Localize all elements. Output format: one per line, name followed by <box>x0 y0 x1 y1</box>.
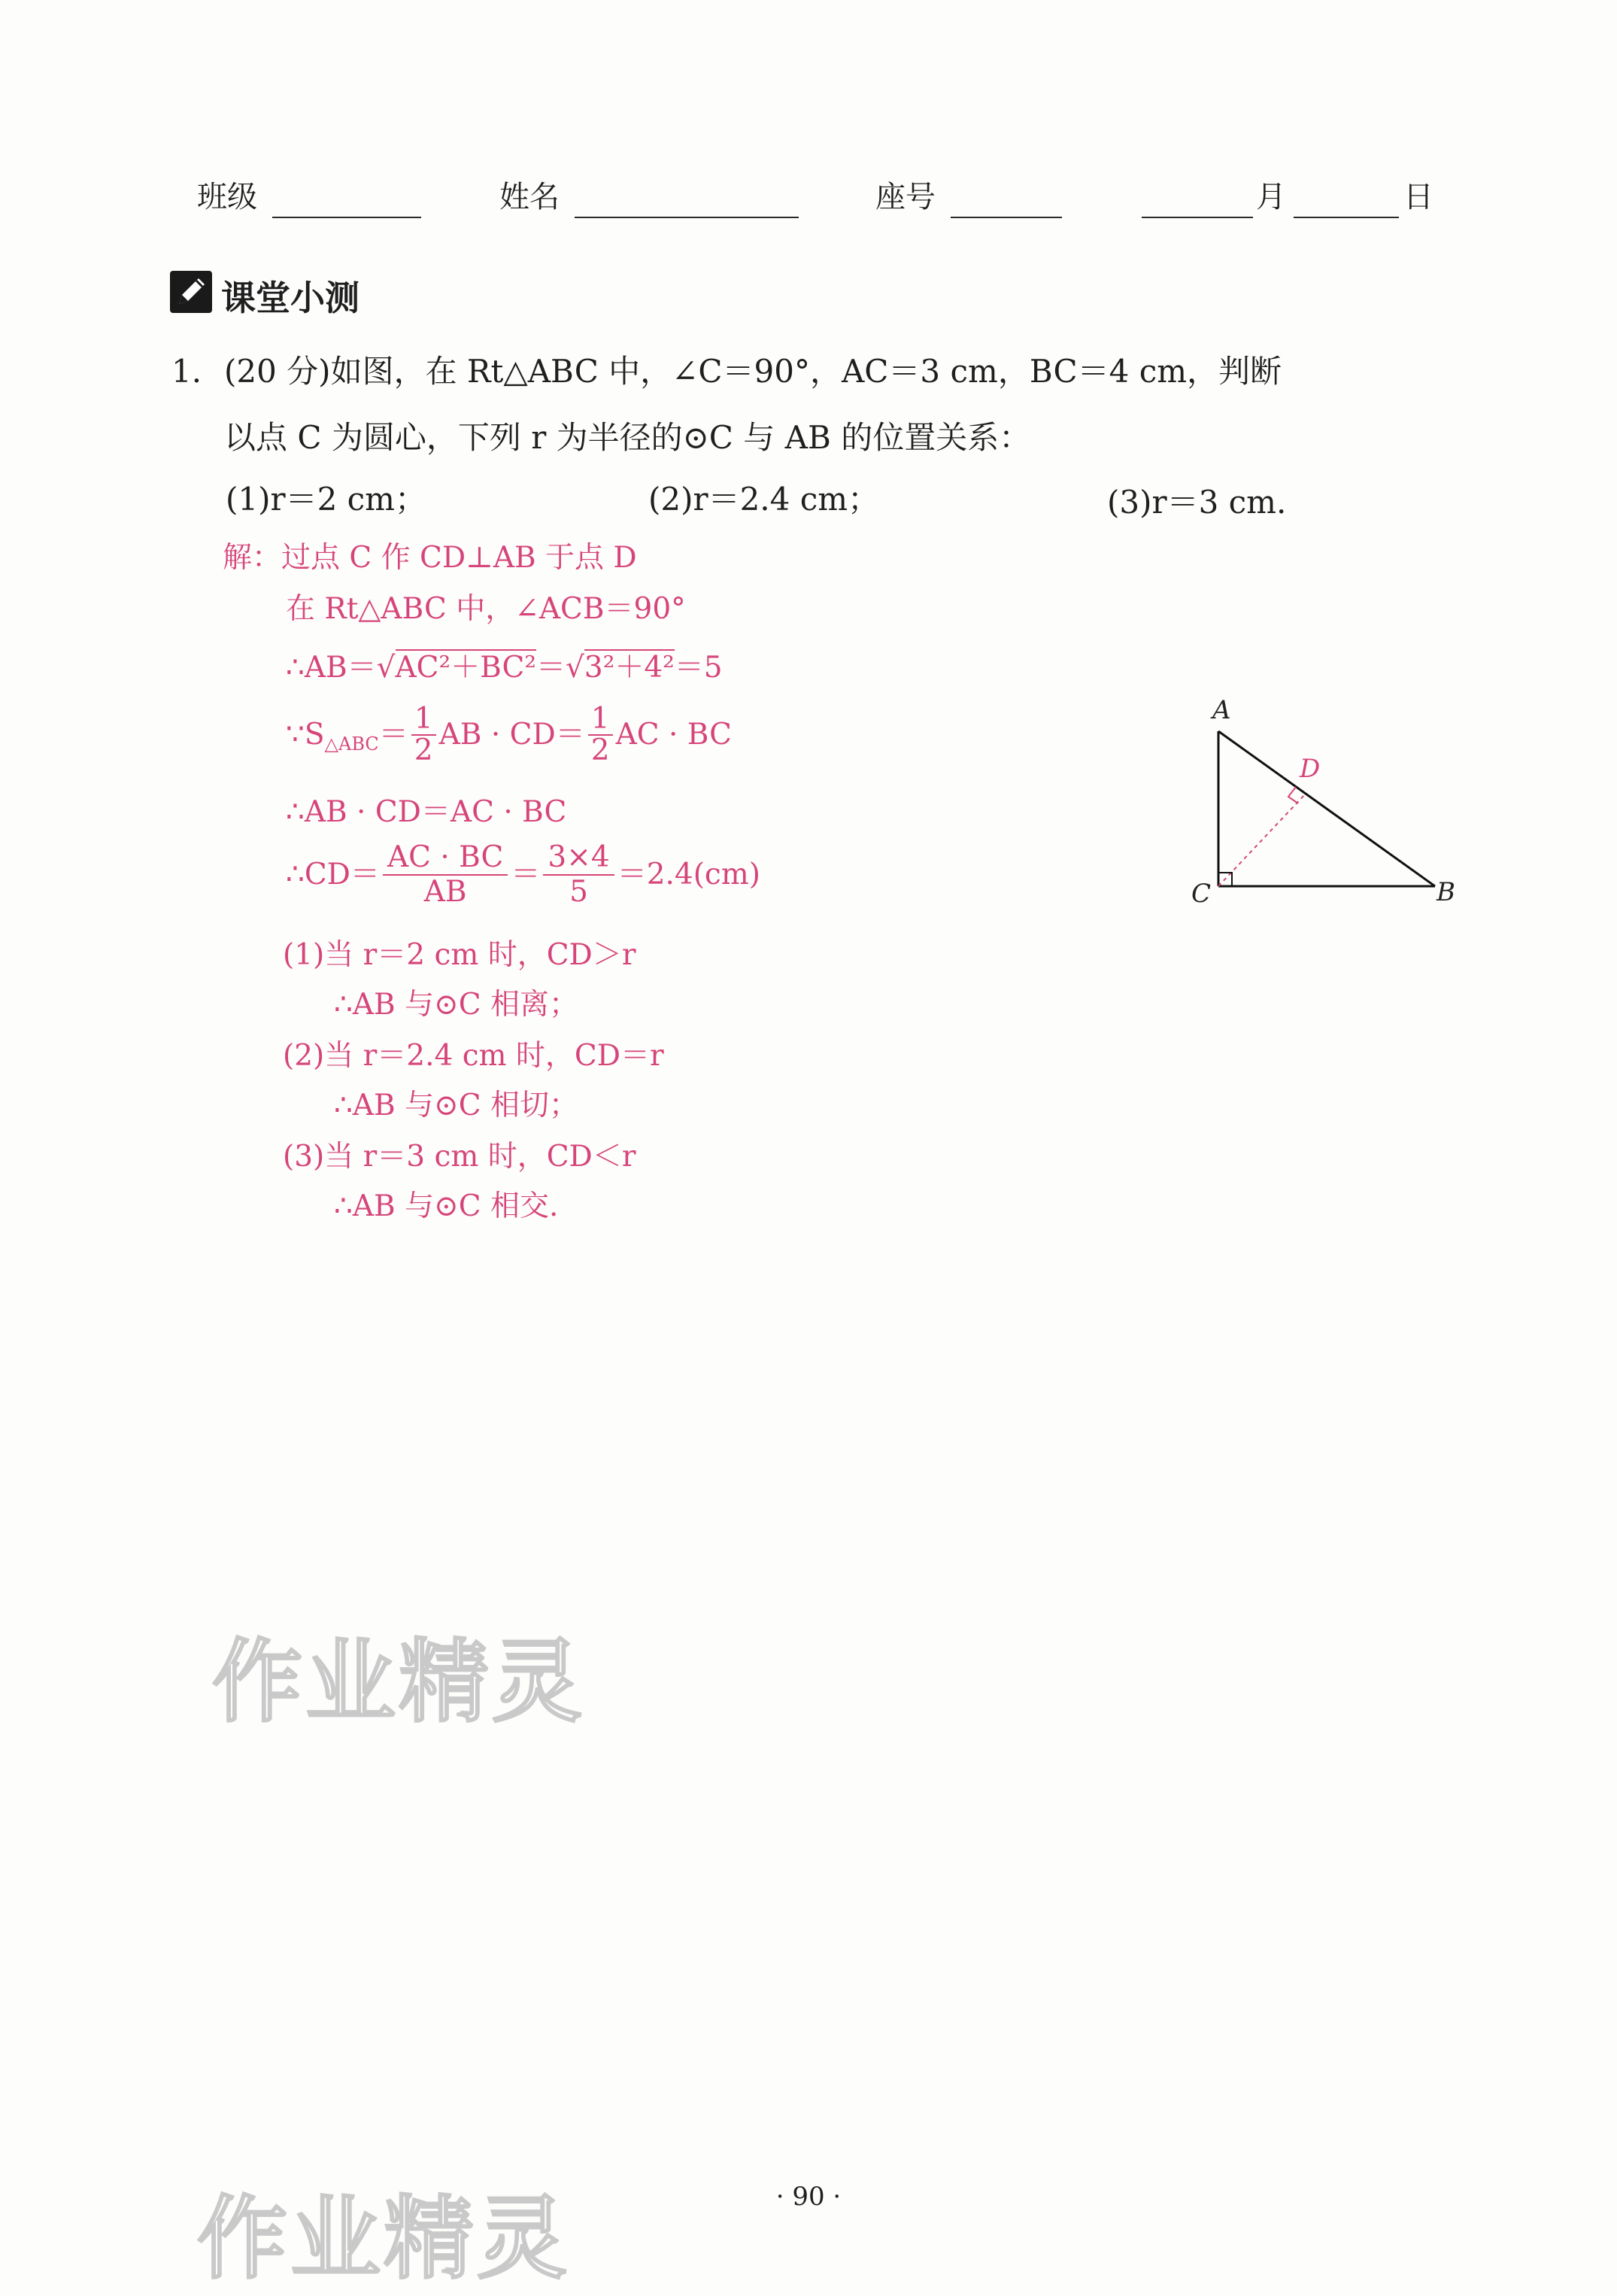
frac-cd-den: AB <box>423 875 467 909</box>
class-blank[interactable] <box>272 217 421 218</box>
option-2: (2)r＝2.4 cm； <box>648 481 880 518</box>
equals-1: ＝ <box>536 651 566 685</box>
seat-blank[interactable] <box>951 217 1062 218</box>
month-blank[interactable] <box>1142 217 1253 218</box>
right-angle-d <box>1288 787 1298 803</box>
cd-eq: ∴CD＝ <box>286 858 380 891</box>
watermark-logo-1: 作业精灵 <box>212 1630 585 1735</box>
frac-cd-num: AC · BC <box>383 841 508 876</box>
because-s: ∵S <box>286 718 325 752</box>
fraction-half-2 <box>588 704 613 766</box>
sqrt-sign-2: √ <box>566 651 584 685</box>
half-num-2: 1 <box>588 704 613 736</box>
half-num-1: 1 <box>411 704 436 736</box>
case-2-conclusion: ∴AB 与⊙C 相切； <box>334 1089 578 1122</box>
radicand-2: 3²＋4² <box>584 651 675 685</box>
solution-line-3 <box>286 648 723 688</box>
solution-line-6 <box>286 841 760 909</box>
ab-eq: ∴AB＝ <box>286 651 377 685</box>
case-1-condition: (1)当 r＝2 cm 时，CD＞r <box>283 938 636 972</box>
ac-bc: AC · BC <box>615 718 732 752</box>
solution-line-5: ∴AB · CD＝AC · BC <box>286 795 567 829</box>
frac-34-den: 5 <box>569 875 588 909</box>
vertex-c-label: C <box>1191 879 1212 909</box>
equals-2: ＝ <box>378 718 408 752</box>
sqrt-sign-1: √ <box>376 651 396 685</box>
equals-3: ＝ <box>511 858 541 891</box>
fraction-34 <box>543 841 614 909</box>
side-ab <box>1218 731 1435 886</box>
fraction-cd <box>383 841 508 909</box>
seat-label: 座号 <box>875 180 936 214</box>
day-blank[interactable] <box>1294 217 1399 218</box>
result-24: ＝2.4(cm) <box>617 858 760 891</box>
solution-line-1: 解：过点 C 作 CD⊥AB 于点 D <box>223 541 637 575</box>
name-blank[interactable] <box>575 217 799 218</box>
case-3-conclusion: ∴AB 与⊙C 相交. <box>334 1189 559 1223</box>
day-label: 日 <box>1403 180 1433 214</box>
ab-cd: AB · CD＝ <box>438 718 585 752</box>
radicand-1: AC²＋BC² <box>395 651 536 685</box>
name-label: 姓名 <box>499 180 560 214</box>
case-2-condition: (2)当 r＝2.4 cm 时，CD＝r <box>283 1039 664 1073</box>
watermark-logo-2: 作业精灵 <box>197 2187 570 2291</box>
result-5: ＝5 <box>674 651 723 685</box>
case-1-conclusion: ∴AB 与⊙C 相离； <box>334 988 578 1022</box>
month-label: 月 <box>1256 180 1286 214</box>
pencil-icon <box>170 271 212 313</box>
option-1: (1)r＝2 cm； <box>226 481 426 518</box>
vertex-b-label: B <box>1436 877 1455 907</box>
frac-34-num: 3×4 <box>543 841 614 876</box>
point-d-label: D <box>1300 754 1321 784</box>
section-title: 课堂小测 <box>221 278 360 318</box>
half-den-1: 2 <box>414 733 433 767</box>
solution-line-2: 在 Rt△ABC 中，∠ACB＝90° <box>286 592 686 626</box>
half-den-2: 2 <box>590 733 610 767</box>
fraction-half-1 <box>411 704 436 766</box>
vertex-a-label: A <box>1212 695 1231 725</box>
page-number: · 90 · <box>775 2182 842 2212</box>
case-3-condition: (3)当 r＝3 cm 时，CD＜r <box>283 1140 636 1174</box>
class-label: 班级 <box>197 180 257 214</box>
solution-line-4 <box>286 704 732 766</box>
option-3: (3)r＝3 cm. <box>1107 484 1287 521</box>
question-number: 1. <box>171 353 202 390</box>
triangle-subscript: △ABC <box>324 733 379 755</box>
question-line-1: (20 分)如图，在 Rt△ABC 中，∠C＝90°，AC＝3 cm，BC＝4 cm，判断 <box>224 353 1282 390</box>
question-line-2: 以点 C 为圆心，下列 r 为半径的⊙C 与 AB 的位置关系： <box>224 419 1031 456</box>
